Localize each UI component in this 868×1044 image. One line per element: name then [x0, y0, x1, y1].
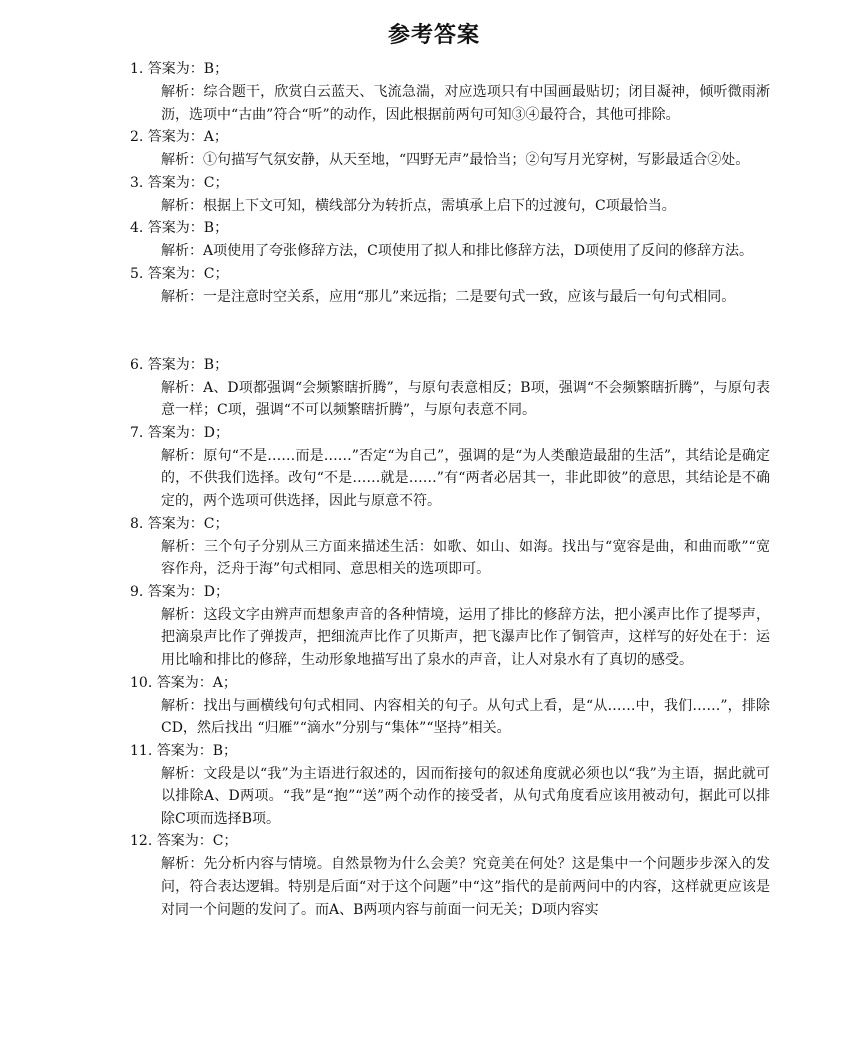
answer-item-10 [130, 672, 770, 740]
answer-explanation: 解析：根据上下文可知，横线部分为转折点，需填承上启下的过渡句，C项最恰当。 [161, 197, 676, 214]
answer-label: 7. 答案为：D； [130, 424, 230, 441]
answer-explanation: 解析：先分析内容与情境。自然景物为什么会美？究竟美在何处？这是集中一个问题步步深入的发问，符合表达逻辑。特别是后面“对于这个问题”中“这”指代的是前两问中的内容，这样就更应该是对同一个问题的发问了。而A、B两项内容与前面一问无关；D项内容实 [161, 856, 770, 918]
answer-label: 8. 答案为：C； [130, 515, 229, 532]
answer-item-12 [130, 830, 770, 921]
answer-item-6 [130, 354, 770, 422]
answer-item-11 [130, 740, 770, 831]
answer-label: 1. 答案为：B； [130, 61, 229, 77]
answer-label: 10. 答案为：A； [130, 674, 237, 691]
answer-explanation: 解析：①句描写气氛安静，从天至地，“四野无声”最恰当；②句写月光穿树，写影最适合②处。 [161, 152, 750, 169]
answer-label: 12. 答案为：C； [130, 833, 238, 850]
answer-label: 6. 答案为：B； [130, 356, 229, 373]
answer-label: 2. 答案为：A； [130, 129, 228, 146]
page-title: 参考答案 [387, 23, 480, 48]
answer-label: 11. 答案为：B； [130, 742, 238, 759]
answer-explanation: 解析：三个句子分别从三方面来描述生活：如歌、如山、如海。找出与“宽容是曲，和曲而歌”“宽容作舟，泛舟于海”句式相同、意思相关的选项即可。 [161, 538, 770, 578]
answer-explanation: 解析：综合题干，欣赏白云蓝天、飞流急湍，对应选项只有中国画最贴切；闭目凝神，倾听微雨淅沥，选项中“古曲”符合“听”的动作，因此根据前两句可知③④最符合，其他可排除。 [161, 84, 770, 123]
section-gap [130, 309, 770, 354]
answer-label: 5. 答案为：C； [130, 265, 229, 282]
answer-list [130, 58, 770, 921]
answer-item-1 [130, 58, 770, 126]
answer-explanation: 解析：一是注意时空关系，应用“那儿”来远指；二是要句式一致，应该与最后一句句式相同。 [161, 288, 736, 305]
answer-item-8 [130, 513, 770, 581]
answer-item-5 [130, 263, 770, 309]
answer-label: 3. 答案为：C； [130, 174, 229, 191]
answer-explanation: 解析：原句“不是……而是……”否定“为自己”，强调的是“为人类酿造最甜的生活”，其结论是确定的，不供我们选择。改句“不是……就是……”有“两者必居其一，非此即彼”的意思，其结论是不确定的，两个选项可供选择，因此与原意不符。 [161, 447, 770, 509]
answer-item-2 [130, 126, 770, 172]
answer-item-3 [130, 172, 770, 218]
answer-explanation: 解析：找出与画横线句句式相同、内容相关的句子。从句式上看，是“从……中，我们……”，排除CD，然后找出 “归雁”“滴水”分别与“集体”“坚持”相关。 [161, 697, 770, 737]
answer-label: 9. 答案为：D； [130, 583, 230, 600]
answer-item-4 [130, 217, 770, 263]
answer-explanation: 解析：A、D项都强调“会频繁瞎折腾”，与原句表意相反；B项，强调“不会频繁瞎折腾”，与原句表意一样；C项，强调“不可以频繁瞎折腾”，与原句表意不同。 [161, 379, 770, 419]
answer-explanation: 解析：文段是以“我”为主语进行叙述的，因而衔接句的叙述角度就必须也以“我”为主语，据此就可以排除A、D两项。“我”是“抱”“送”两个动作的接受者，从句式角度看应该用被动句，据此可以排除C项而选择B项。 [161, 765, 770, 827]
answer-explanation: 解析：A项使用了夸张修辞方法，C项使用了拟人和排比修辞方法，D项使用了反问的修辞方法。 [161, 243, 754, 260]
answer-label: 4. 答案为：B； [130, 220, 229, 237]
answer-explanation: 解析：这段文字由辨声而想象声音的各种情境，运用了排比的修辞方法，把小溪声比作了提琴声，把滴泉声比作了弹拨声，把细流声比作了贝斯声，把飞瀑声比作了铜管声，这样写的好处在于：运用比喻和排比的修辞，生动形象地描写出了泉水的声音，让人对泉水有了真切的感受。 [161, 606, 770, 668]
answer-item-7 [130, 422, 770, 513]
answer-item-9 [130, 581, 770, 672]
